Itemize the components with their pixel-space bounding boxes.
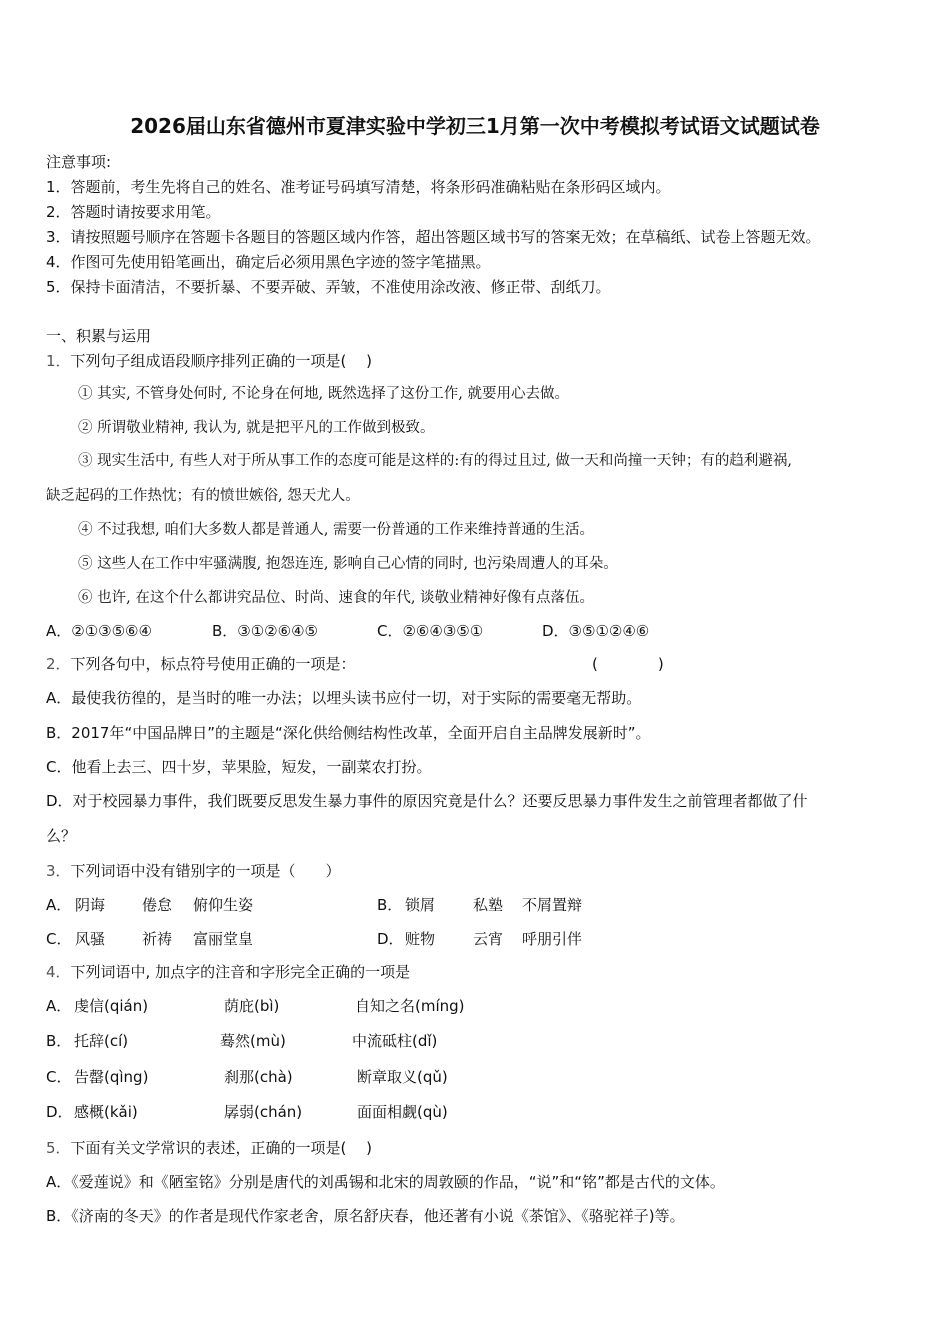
sentence: ④ 不过我想, 咱们大多数人都是普通人, 需要一份普通的工作来维持普通的生活。 xyxy=(78,522,595,538)
option-d-label: D． xyxy=(377,930,404,948)
question-number: 5． xyxy=(46,1139,71,1157)
word: 倦怠 xyxy=(142,896,173,914)
question-stem: 下列各句中，标点符号使用正确的一项是： xyxy=(70,655,356,673)
sentence: ① 其实, 不管身处何时, 不论身在何地, 既然选择了这份工作, 就要用心去做。 xyxy=(78,386,569,402)
option-d-label: D． xyxy=(46,1103,73,1121)
option-d-continued: 么？ xyxy=(46,827,77,845)
question-stem: 下列句子组成语段顺序排列正确的一项是( ) xyxy=(70,352,373,370)
option-c: C．他看上去三、四十岁，苹果脸，短发，一副菜农打扮。 xyxy=(46,758,432,776)
word: 赃物 xyxy=(405,930,436,948)
word: 断章取义(qǔ) xyxy=(357,1068,448,1086)
option-a: A．《爱莲说》和《陋室铭》分别是唐代的刘禹锡和北宋的周敦颐的作品，“说”和“铭”都是古代的文体。 xyxy=(46,1173,725,1191)
word: 面面相觑(qù) xyxy=(357,1103,448,1121)
word: 中流砥柱(dǐ) xyxy=(352,1032,438,1050)
option-c-label: C． xyxy=(46,930,72,948)
word: 孱弱(chán) xyxy=(224,1103,303,1121)
option-a: A．②①③⑤⑥④ xyxy=(46,622,152,640)
sentence: ② 所谓敬业精神, 我认为, 就是把平凡的工作做到极致。 xyxy=(78,420,435,436)
word: 呼朋引伴 xyxy=(522,930,583,948)
question-number: 4． xyxy=(46,963,71,981)
notice-item: 1．答题前，考生先将自己的姓名、准考证号码填写清楚，将条形码准确粘贴在条形码区域内。 xyxy=(46,178,671,196)
option-a: A．最使我彷徨的，是当时的唯一办法；以埋头读书应付一切，对于实际的需要毫无帮助。 xyxy=(46,689,642,707)
option-b: B．2017年“中国品牌日”的主题是“深化供给侧结构性改革，全面开启自主品牌发展新时”。 xyxy=(46,724,651,742)
word: 自知之名(míng) xyxy=(355,997,465,1015)
word: 告罄(qìng) xyxy=(74,1068,149,1086)
word: 托辞(cí) xyxy=(74,1032,129,1050)
option-d: D．③⑤①②④⑥ xyxy=(542,622,650,640)
option-b-label: B． xyxy=(377,896,403,914)
notice-item: 2．答题时请按要求用笔。 xyxy=(46,203,221,221)
word: 祈祷 xyxy=(142,930,173,948)
word: 私塾 xyxy=(473,896,504,914)
word: 云宵 xyxy=(473,930,504,948)
option-c: C．②⑥④③⑤① xyxy=(377,622,484,640)
question-stem: 下列词语中没有错别字的一项是（ ） xyxy=(70,862,341,880)
notice-heading: 注意事项: xyxy=(46,153,112,171)
option-d: D．对于校园暴力事件，我们既要反思发生暴力事件的原因究竟是什么？还要反思暴力事件发生之前管理者都做了什 xyxy=(46,792,808,810)
sentence: ⑤ 这些人在工作中牢骚满腹, 抱怨连连, 影响自己心情的同时, 也污染周遭人的耳朵。 xyxy=(78,556,618,572)
option-a-label: A． xyxy=(46,896,72,914)
option-c-label: C． xyxy=(46,1068,72,1086)
word: 阴诲 xyxy=(75,896,106,914)
question-stem: 下列词语中, 加点字的注音和字形完全正确的一项是 xyxy=(70,963,411,981)
option-a-label: A． xyxy=(46,997,72,1015)
sentence: ⑥ 也许, 在这个什么都讲究品位、时尚、速食的年代, 谈敬业精神好像有点落伍。 xyxy=(78,590,595,606)
answer-parentheses: ( ) xyxy=(592,655,664,673)
notice-item: 4．作图可先使用铅笔画出，确定后必须用黑色字迹的签字笔描黑。 xyxy=(46,253,491,271)
question-stem: 下面有关文学常识的表述，正确的一项是( ) xyxy=(70,1139,373,1157)
option-b-label: B． xyxy=(46,1032,72,1050)
word: 刹那(chà) xyxy=(224,1068,293,1086)
sentence: 缺乏起码的工作热忱；有的愤世嫉俗, 怨天尤人。 xyxy=(46,488,360,504)
word: 蓦然(mù) xyxy=(220,1032,286,1050)
question-number: 2． xyxy=(46,655,71,673)
sentence: ③ 现实生活中, 有些人对于所从事工作的态度可能是这样的:有的得过且过, 做一天和尚撞一天钟；有的趋利避祸, xyxy=(78,453,793,469)
word: 不屑置辩 xyxy=(522,896,583,914)
word: 风骚 xyxy=(75,930,106,948)
section-heading: 一、积累与运用 xyxy=(46,327,152,345)
question-number: 1． xyxy=(46,352,71,370)
option-b: B．《济南的冬天》的作者是现代作家老舍，原名舒庆春，他还著有小说《茶馆》、《骆驼祥子)等。 xyxy=(46,1207,685,1225)
notice-item: 3．请按照题号顺序在答题卡各题目的答题区域内作答，超出答题区域书写的答案无效；在草稿纸、试卷上答题无效。 xyxy=(46,228,821,246)
document-title: 2026届山东省德州市夏津实验中学初三1月第一次中考模拟考试语文试题试卷 xyxy=(130,114,820,138)
question-number: 3． xyxy=(46,862,71,880)
word: 锁屑 xyxy=(405,896,436,914)
word: 荫庇(bì) xyxy=(224,997,280,1015)
option-b: B．③①②⑥④⑤ xyxy=(212,622,318,640)
word: 感概(kǎi) xyxy=(74,1103,138,1121)
word: 虔信(qián) xyxy=(74,997,149,1015)
word: 富丽堂皇 xyxy=(193,930,254,948)
notice-item: 5．保持卡面清洁，不要折暴、不要弄破、弄皱，不准使用涂改液、修正带、刮纸刀。 xyxy=(46,278,611,296)
word: 俯仰生姿 xyxy=(193,896,254,914)
